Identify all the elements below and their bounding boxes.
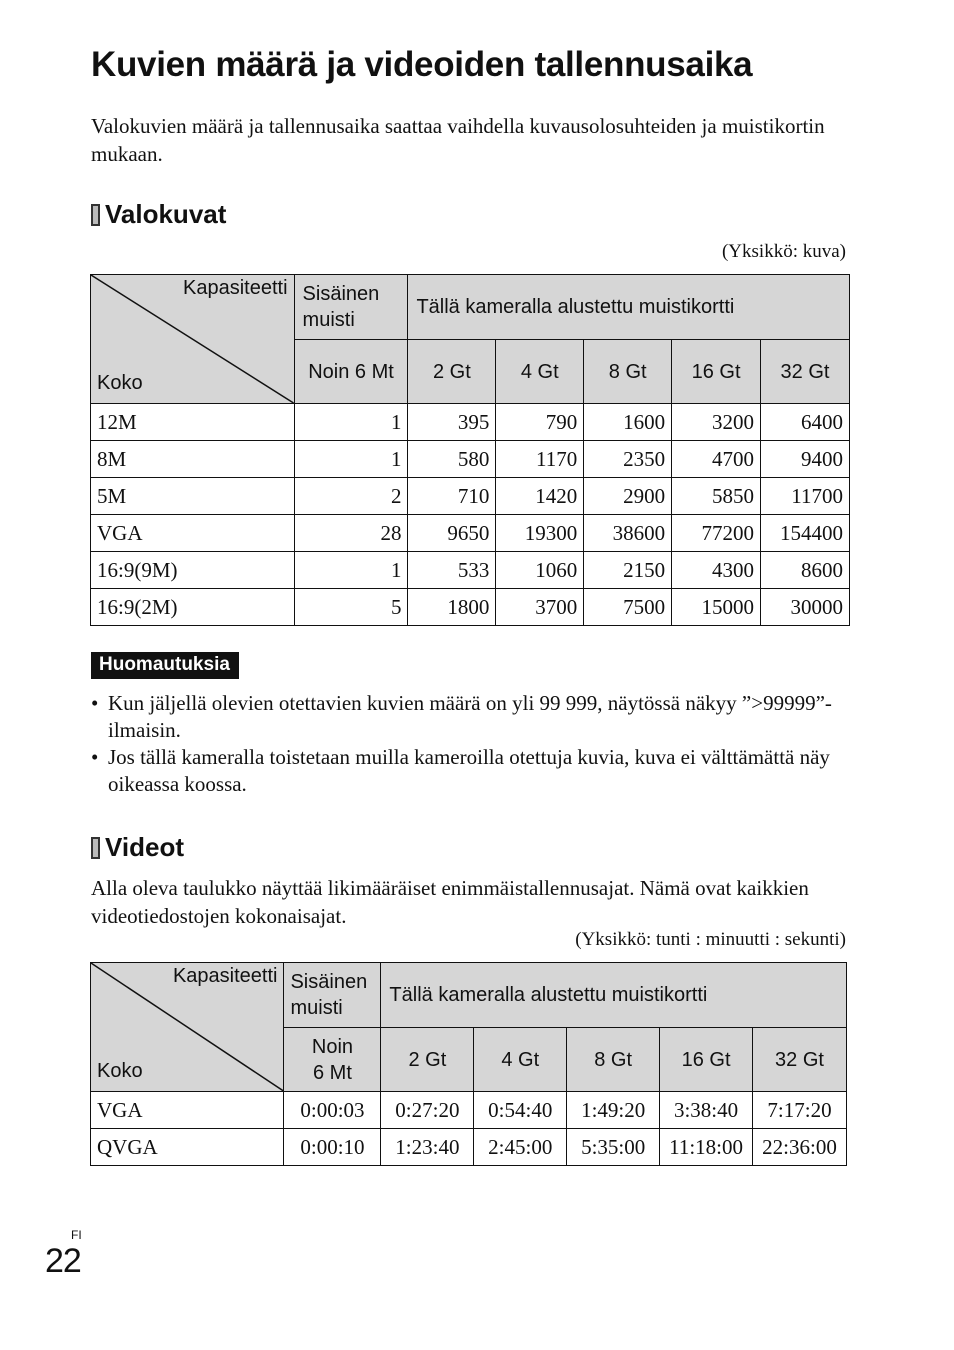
memory-card-header: Tällä kameralla alustettu muistikortti <box>408 275 850 340</box>
row-label: 8M <box>91 441 295 478</box>
cell: 28 <box>294 515 408 552</box>
cell: 3700 <box>496 589 584 626</box>
notes-badge: Huomautuksia <box>91 652 239 679</box>
column-header: 32 Gt <box>753 1028 847 1092</box>
table-row <box>91 1129 847 1166</box>
column-header: 16 Gt <box>672 340 761 404</box>
cell: 1170 <box>496 441 584 478</box>
cell: 6400 <box>761 404 850 441</box>
column-header: 2 Gt <box>381 1028 474 1092</box>
photos-unit: (Yksikkö: kuva) <box>721 241 846 262</box>
cell: 5 <box>294 589 408 626</box>
table-row <box>91 1092 847 1129</box>
column-header: Noin 6 Mt <box>294 340 408 404</box>
cell: 2900 <box>584 478 672 515</box>
cell: 0:27:20 <box>381 1092 474 1129</box>
cell: 1 <box>294 441 408 478</box>
column-header: 8 Gt <box>584 340 672 404</box>
list-item: • Kun jäljellä olevien otettavien kuvien määrä on yli 99 999, näytössä näkyy ”>99999”-ilmaisin. <box>91 690 851 744</box>
videos-intro-paragraph: Alla oleva taulukko näyttää likimääräiset enimmäistallennusajat. Nämä ovat kaikkien videotiedostojen kokonaisajat. <box>91 876 809 928</box>
cell: 2150 <box>584 552 672 589</box>
videos-heading-text: Videot <box>105 832 184 862</box>
internal-memory-header: Sisäinen muisti <box>294 275 408 340</box>
cell: 1060 <box>496 552 584 589</box>
column-header: 16 Gt <box>660 1028 753 1092</box>
cell: 2350 <box>584 441 672 478</box>
photos-table <box>90 274 850 626</box>
row-label: 16:9(2M) <box>91 589 295 626</box>
table-row <box>91 478 850 515</box>
cell: 1 <box>294 404 408 441</box>
cell: 790 <box>496 404 584 441</box>
table-row <box>91 441 850 478</box>
cell: 9650 <box>408 515 496 552</box>
cell: 0:00:10 <box>284 1129 381 1166</box>
cell: 77200 <box>672 515 761 552</box>
table-row <box>91 515 850 552</box>
cell: 30000 <box>761 589 850 626</box>
cell: 1 <box>294 552 408 589</box>
corner-size-label: Koko <box>97 372 143 394</box>
row-label: 16:9(9M) <box>91 552 295 589</box>
row-label: 12M <box>91 404 295 441</box>
cell: 11:18:00 <box>660 1129 753 1166</box>
videos-unit: (Yksikkö: tunti : minuutti : sekunti) <box>575 929 846 950</box>
videos-heading <box>91 832 184 863</box>
row-label: QVGA <box>91 1129 284 1166</box>
cell: 710 <box>408 478 496 515</box>
page-number: 22 <box>45 1242 81 1280</box>
table-row <box>91 589 850 626</box>
cell: 9400 <box>761 441 850 478</box>
cell: 4300 <box>672 552 761 589</box>
photos-heading-text: Valokuvat <box>105 199 227 229</box>
corner-size-label: Koko <box>97 1060 143 1082</box>
cell: 5850 <box>672 478 761 515</box>
row-label: 5M <box>91 478 295 515</box>
row-label: VGA <box>91 515 295 552</box>
corner-capacity-label: Kapasiteetti <box>183 277 288 299</box>
list-item: • Jos tällä kameralla toistetaan muilla kameroilla otettuja kuvia, kuva ei välttämättä näy oikeassa koossa. <box>91 744 851 798</box>
cell: 2 <box>294 478 408 515</box>
corner-capacity-label: Kapasiteetti <box>172 965 278 987</box>
section-marker-icon <box>91 204 100 226</box>
cell: 1:23:40 <box>381 1129 474 1166</box>
cell: 1420 <box>496 478 584 515</box>
cell: 1600 <box>584 404 672 441</box>
page-title: Kuvien määrä ja videoiden tallennusaika <box>91 45 753 84</box>
intro-paragraph: Valokuvien määrä ja tallennusaika saattaa vaihdella kuvausolosuhteiden ja muistikortin mukaan. <box>91 114 825 166</box>
footer-language-code: FI <box>71 1228 82 1242</box>
cell: 0:54:40 <box>474 1092 567 1129</box>
photos-table-corner <box>91 275 295 404</box>
cell: 8600 <box>761 552 850 589</box>
cell: 2:45:00 <box>474 1129 567 1166</box>
cell: 3200 <box>672 404 761 441</box>
cell: 15000 <box>672 589 761 626</box>
cell: 4700 <box>672 441 761 478</box>
column-header: 2 Gt <box>408 340 496 404</box>
cell: 154400 <box>761 515 850 552</box>
row-label: VGA <box>91 1092 284 1129</box>
cell: 1800 <box>408 589 496 626</box>
column-header: 4 Gt <box>496 340 584 404</box>
cell: 7:17:20 <box>753 1092 847 1129</box>
column-header: 4 Gt <box>474 1028 567 1092</box>
column-header: 32 Gt <box>761 340 850 404</box>
cell: 7500 <box>584 589 672 626</box>
memory-card-header: Tällä kameralla alustettu muistikortti <box>381 963 847 1028</box>
videos-table <box>90 962 847 1166</box>
cell: 19300 <box>496 515 584 552</box>
photos-heading <box>91 199 226 230</box>
table-row <box>91 552 850 589</box>
cell: 395 <box>408 404 496 441</box>
internal-memory-header: Sisäinen muisti <box>284 963 381 1028</box>
cell: 533 <box>408 552 496 589</box>
cell: 5:35:00 <box>567 1129 660 1166</box>
table-row <box>91 404 850 441</box>
cell: 22:36:00 <box>753 1129 847 1166</box>
section-marker-icon <box>91 837 100 859</box>
cell: 1:49:20 <box>567 1092 660 1129</box>
videos-table-corner <box>91 963 284 1092</box>
cell: 3:38:40 <box>660 1092 753 1129</box>
notes-list <box>91 690 851 798</box>
cell: 580 <box>408 441 496 478</box>
cell: 38600 <box>584 515 672 552</box>
cell: 11700 <box>761 478 850 515</box>
cell: 0:00:03 <box>284 1092 381 1129</box>
column-header: Noin 6 Mt <box>284 1028 381 1092</box>
column-header: 8 Gt <box>567 1028 660 1092</box>
